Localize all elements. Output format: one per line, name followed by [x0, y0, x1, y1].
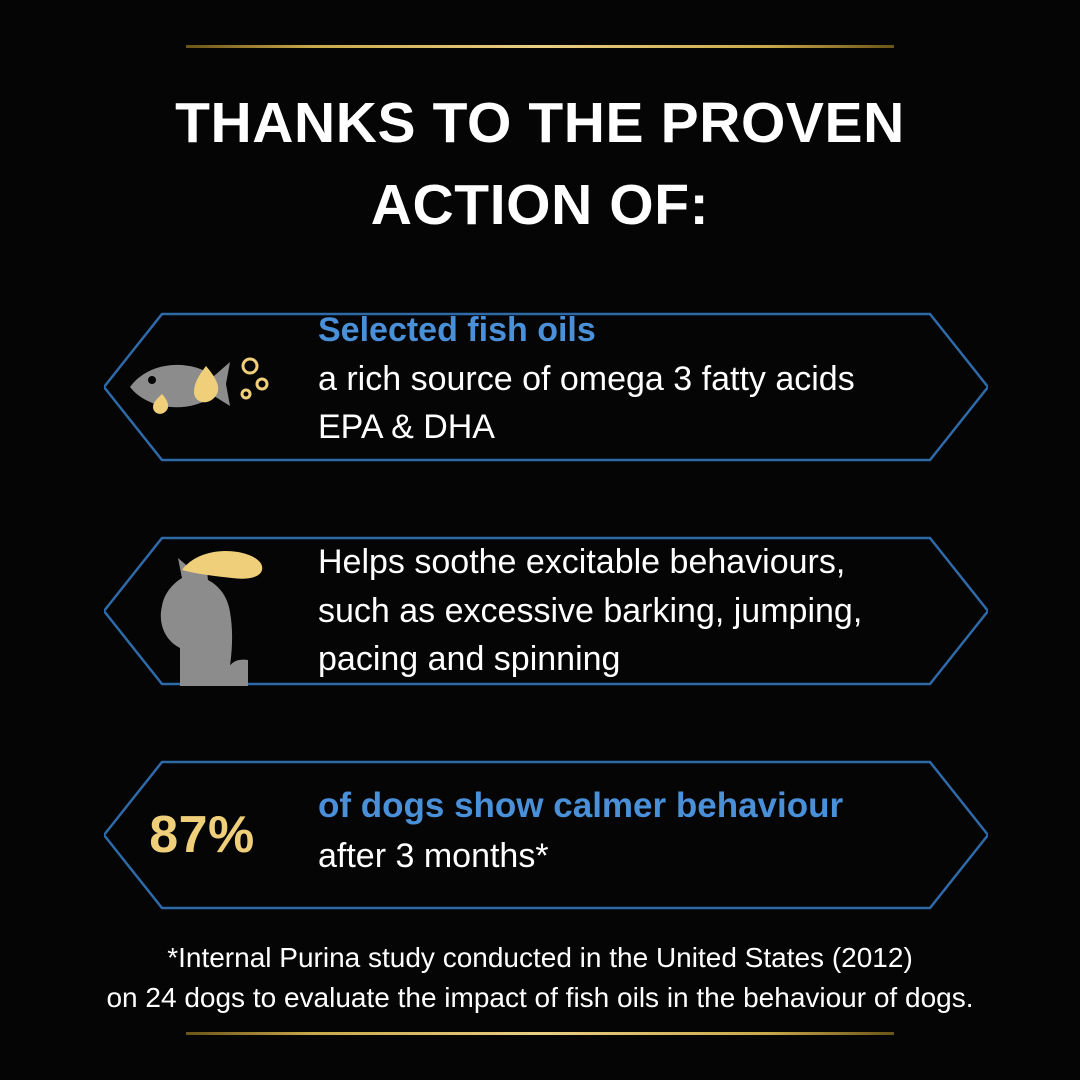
benefit-line: Selected fish oils — [318, 310, 596, 349]
benefit-line: of dogs show calmer behaviour — [318, 786, 844, 826]
benefit-line: pacing and spinning — [318, 640, 621, 679]
footnote-line-1: *Internal Purina study conducted in the United States (2012) — [167, 942, 913, 973]
page-title-line-2: ACTION OF: — [370, 173, 710, 238]
benefit-row-statistic — [0, 744, 1080, 926]
fish-with-oil-drops-icon — [104, 296, 300, 478]
benefit-line: Helps soothe excitable behaviours, — [318, 542, 846, 581]
benefit-row-fish-oils — [0, 296, 1080, 478]
footnote — [0, 938, 1080, 1018]
top-gold-divider — [186, 45, 894, 48]
benefit-line: after 3 months* — [318, 836, 549, 875]
bottom-gold-divider — [186, 1032, 894, 1035]
benefit-row-soothe-behaviour — [0, 520, 1080, 702]
benefit-line: EPA & DHA — [318, 408, 495, 447]
footnote-line-2: on 24 dogs to evaluate the impact of fish oils in the behaviour of dogs. — [106, 982, 974, 1014]
page-title — [0, 82, 1080, 246]
benefit-text-soothe-behaviour — [318, 520, 958, 702]
statistic-value — [104, 744, 300, 926]
benefit-line: a rich source of omega 3 fatty acids — [318, 359, 855, 398]
benefit-line: such as excessive barking, jumping, — [318, 591, 863, 630]
benefit-text-statistic — [318, 740, 958, 922]
percentage-label: 87% — [149, 806, 255, 864]
benefit-rows — [0, 296, 1080, 968]
page-title-line-1: THANKS TO THE PROVEN — [175, 91, 905, 155]
benefit-text-fish-oils — [318, 288, 958, 470]
hand-petting-dog-icon — [104, 520, 300, 702]
